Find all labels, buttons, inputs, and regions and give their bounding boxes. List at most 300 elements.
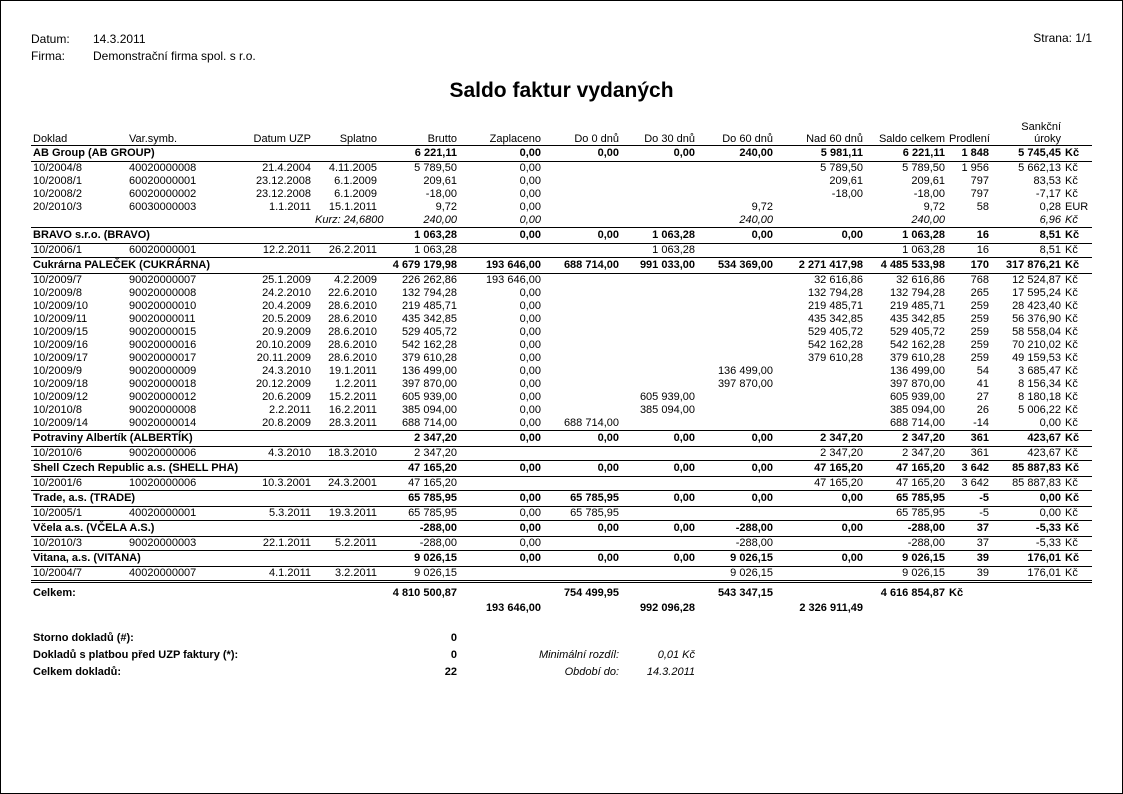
stat-label: Storno dokladů (#): bbox=[33, 632, 134, 644]
cell-uzp: 1.1.2011 bbox=[268, 201, 311, 213]
cell-uzp: 23.12.2008 bbox=[255, 175, 311, 187]
cell-nad60: 219 485,71 bbox=[807, 300, 863, 312]
group-uroky: 5 745,45 bbox=[991, 146, 1063, 162]
cell-prodleni: 37 bbox=[976, 537, 989, 549]
cell-var: 90020000010 bbox=[129, 300, 197, 312]
cell-brutto: 219 485,71 bbox=[401, 300, 457, 312]
cell-uzp: 20.5.2009 bbox=[262, 313, 311, 325]
cell-uroky: 49 159,53 bbox=[1012, 352, 1061, 364]
totals-mena bbox=[1063, 582, 1092, 602]
cell-zaplaceno: 0,00 bbox=[519, 417, 541, 429]
group-do30: 0,00 bbox=[621, 461, 697, 477]
cell-doklad: 10/2004/7 bbox=[33, 567, 82, 579]
cell-saldo: 2 347,20 bbox=[902, 447, 945, 459]
cell-var: 90020000016 bbox=[129, 339, 197, 351]
table-header-row bbox=[31, 121, 1092, 146]
cell-splatno: 3.2.2011 bbox=[334, 567, 377, 579]
cell-prodleni: 259 bbox=[970, 313, 989, 325]
cell-zaplaceno: 0,00 bbox=[519, 313, 541, 325]
cell-prodleni: 27 bbox=[976, 391, 989, 403]
cell-mena: Kč bbox=[1065, 214, 1078, 226]
group-do30: 0,00 bbox=[621, 431, 697, 447]
totals-uroky bbox=[991, 582, 1063, 602]
cell-do30: 385 094,00 bbox=[639, 404, 695, 416]
stat-filler bbox=[697, 664, 1092, 681]
cell-splatno: 28.6.2010 bbox=[328, 326, 377, 338]
group-prodleni: 170 bbox=[947, 258, 991, 274]
cell-saldo: -18,00 bbox=[913, 188, 945, 200]
stat-value: 0 bbox=[450, 649, 458, 661]
cell-mena: Kč bbox=[1065, 365, 1078, 377]
cell-uzp: 12.2.2011 bbox=[262, 244, 311, 256]
cell-mena: Kč bbox=[1065, 447, 1078, 459]
invoice-table bbox=[31, 121, 1092, 616]
cell-do30 bbox=[621, 537, 697, 551]
group-prodleni: 37 bbox=[947, 521, 991, 537]
cell-do60: -288,00 bbox=[735, 537, 773, 549]
stat-label: Celkem dokladů: bbox=[33, 666, 122, 678]
cell-uzp: 24.2.2010 bbox=[262, 287, 311, 299]
cell-brutto: 240,00 bbox=[423, 214, 457, 226]
invoice-row bbox=[31, 404, 1092, 417]
cell-doklad: 10/2009/11 bbox=[33, 313, 88, 325]
group-do0: 0,00 bbox=[543, 461, 621, 477]
col-header-do30: Do 30 dnů bbox=[621, 121, 697, 146]
cell-doklad: 10/2001/6 bbox=[33, 477, 82, 489]
cell-do0 bbox=[543, 201, 621, 214]
cell-var: 90020000003 bbox=[129, 537, 197, 549]
group-do60: -288,00 bbox=[697, 521, 775, 537]
invoice-row bbox=[31, 477, 1092, 491]
report-meta bbox=[31, 31, 1033, 65]
cell-splatno: 26.2.2011 bbox=[328, 244, 377, 256]
cell-zaplaceno: 0,00 bbox=[519, 188, 541, 200]
cell-uroky: 0,28 bbox=[1039, 201, 1061, 213]
group-do0: 0,00 bbox=[543, 228, 621, 244]
cell-uzp: 2.2.2011 bbox=[268, 404, 311, 416]
group-brutto: 6 221,11 bbox=[379, 146, 459, 162]
group-zaplaceno: 0,00 bbox=[459, 491, 543, 507]
cell-splatno: 16.2.2011 bbox=[328, 404, 377, 416]
cell-var: 10020000006 bbox=[129, 477, 197, 489]
group-mena: Kč bbox=[1063, 551, 1092, 567]
cell-uzp: 20.6.2009 bbox=[262, 391, 311, 403]
cell-do0 bbox=[543, 537, 621, 551]
cell-brutto: 542 162,28 bbox=[401, 339, 457, 351]
cell-splatno: 22.6.2010 bbox=[328, 287, 377, 299]
cell-prodleni: 3 642 bbox=[961, 477, 989, 489]
cell-zaplaceno: 0,00 bbox=[519, 162, 541, 174]
group-name: Trade, a.s. (TRADE) bbox=[31, 491, 379, 507]
cell-do30 bbox=[621, 313, 697, 326]
group-uroky: 317 876,21 bbox=[991, 258, 1063, 274]
cell-do60: 240,00 bbox=[739, 214, 773, 226]
cell-do60 bbox=[697, 391, 775, 404]
totals-zaplaceno bbox=[459, 582, 543, 602]
cell-do0 bbox=[543, 162, 621, 176]
cell-doklad: 10/2009/16 bbox=[33, 339, 89, 351]
totals-do60: 543 347,15 bbox=[697, 582, 775, 602]
cell-saldo: 65 785,95 bbox=[896, 507, 945, 519]
totals-label: Celkem: bbox=[31, 582, 379, 602]
totals2-do0 bbox=[543, 601, 621, 616]
cell-uzp: 20.12.2009 bbox=[255, 378, 311, 390]
date-label: Datum: bbox=[31, 32, 70, 46]
cell-uroky: 0,00 bbox=[1039, 417, 1061, 429]
invoice-row bbox=[31, 339, 1092, 352]
group-name: Včela a.s. (VČELA A.S.) bbox=[31, 521, 379, 537]
group-summary-row bbox=[31, 258, 1092, 274]
cell-saldo: 542 162,28 bbox=[889, 339, 945, 351]
cell-saldo: 132 794,28 bbox=[889, 287, 945, 299]
group-brutto: 47 165,20 bbox=[379, 461, 459, 477]
cell-nad60 bbox=[775, 244, 865, 258]
group-nad60: 0,00 bbox=[775, 521, 865, 537]
cell-doklad bbox=[31, 214, 127, 228]
cell-do30 bbox=[621, 162, 697, 176]
cell-prodleni: -5 bbox=[979, 507, 989, 519]
cell-splatno: 4.11.2005 bbox=[328, 162, 377, 174]
group-prodleni: 16 bbox=[947, 228, 991, 244]
invoice-row bbox=[31, 417, 1092, 431]
group-mena: Kč bbox=[1063, 491, 1092, 507]
cell-zaplaceno: 0,00 bbox=[519, 175, 541, 187]
group-zaplaceno: 0,00 bbox=[459, 461, 543, 477]
cell-saldo: 240,00 bbox=[911, 214, 945, 226]
cell-mena: Kč bbox=[1065, 339, 1078, 351]
cell-do30 bbox=[621, 201, 697, 214]
cell-mena: Kč bbox=[1065, 477, 1078, 489]
cell-saldo: 385 094,00 bbox=[889, 404, 945, 416]
cell-uzp: 22.1.2011 bbox=[262, 537, 311, 549]
cell-brutto: 379 610,28 bbox=[401, 352, 457, 364]
group-prodleni: -5 bbox=[947, 491, 991, 507]
group-summary-row bbox=[31, 146, 1092, 162]
cell-do30: 1 063,28 bbox=[652, 244, 695, 256]
group-name: Vitana, a.s. (VITANA) bbox=[31, 551, 379, 567]
cell-var: 90020000018 bbox=[129, 378, 197, 390]
group-mena: Kč bbox=[1063, 228, 1092, 244]
cell-prodleni: 259 bbox=[970, 352, 989, 364]
cell-splatno: 28.6.2010 bbox=[328, 339, 377, 351]
cell-do30 bbox=[621, 365, 697, 378]
invoice-row bbox=[31, 162, 1092, 176]
invoice-row bbox=[31, 214, 1092, 228]
cell-mena: Kč bbox=[1065, 175, 1078, 187]
group-do0: 688 714,00 bbox=[543, 258, 621, 274]
group-do30: 0,00 bbox=[621, 551, 697, 567]
group-saldo: 1 063,28 bbox=[865, 228, 947, 244]
cell-var: 90020000012 bbox=[129, 391, 197, 403]
totals2-uroky bbox=[991, 601, 1063, 616]
cell-saldo: 47 165,20 bbox=[896, 477, 945, 489]
cell-zaplaceno: 0,00 bbox=[519, 339, 541, 351]
group-mena: Kč bbox=[1063, 431, 1092, 447]
cell-nad60: 542 162,28 bbox=[807, 339, 863, 351]
cell-uzp: 20.4.2009 bbox=[262, 300, 311, 312]
cell-do60 bbox=[697, 287, 775, 300]
cell-prodleni bbox=[947, 214, 991, 228]
cell-do0 bbox=[543, 352, 621, 365]
cell-var: 90020000015 bbox=[129, 326, 197, 338]
cell-doklad: 10/2009/12 bbox=[33, 391, 89, 403]
cell-doklad: 10/2009/7 bbox=[33, 274, 82, 286]
cell-do0 bbox=[543, 404, 621, 417]
cell-splatno: 28.3.2011 bbox=[328, 417, 377, 429]
cell-saldo: 136 499,00 bbox=[889, 365, 945, 377]
cell-doklad: 10/2010/8 bbox=[33, 404, 82, 416]
col-header-doklad: Doklad bbox=[31, 121, 127, 146]
cell-nad60 bbox=[775, 537, 865, 551]
cell-prodleni: 54 bbox=[976, 365, 989, 377]
totals-row-2 bbox=[31, 601, 1092, 616]
group-nad60: 0,00 bbox=[775, 228, 865, 244]
cell-zaplaceno: 0,00 bbox=[519, 352, 541, 364]
cell-uroky: 28 423,40 bbox=[1012, 300, 1061, 312]
group-summary-row bbox=[31, 491, 1092, 507]
cell-mena: Kč bbox=[1065, 391, 1078, 403]
cell-var: 90020000006 bbox=[129, 447, 197, 459]
group-summary-row bbox=[31, 521, 1092, 537]
col-header-mena bbox=[1063, 121, 1092, 146]
cell-mena: Kč bbox=[1065, 537, 1078, 549]
cell-nad60: -18,00 bbox=[831, 188, 863, 200]
cell-uzp: 20.10.2009 bbox=[255, 339, 311, 351]
col-header-zaplaceno: Zaplaceno bbox=[459, 121, 543, 146]
cell-do0 bbox=[543, 188, 621, 201]
invoice-row bbox=[31, 201, 1092, 214]
cell-doklad: 10/2009/9 bbox=[33, 365, 82, 377]
totals-currency: Kč bbox=[947, 582, 991, 602]
group-name: BRAVO s.r.o. (BRAVO) bbox=[31, 228, 379, 244]
group-prodleni: 39 bbox=[947, 551, 991, 567]
cell-nad60: 5 789,50 bbox=[820, 162, 863, 174]
cell-nad60 bbox=[775, 378, 865, 391]
cell-saldo: 209,61 bbox=[911, 175, 945, 187]
stat-note-value: 0,01 Kč bbox=[657, 649, 696, 661]
invoice-row bbox=[31, 447, 1092, 461]
cell-do60 bbox=[697, 507, 775, 521]
group-saldo: 9 026,15 bbox=[865, 551, 947, 567]
cell-uzp: 20.11.2009 bbox=[256, 352, 311, 364]
cell-brutto: 5 789,50 bbox=[414, 162, 457, 174]
cell-uzp: 23.12.2008 bbox=[255, 188, 311, 200]
group-nad60: 2 271 417,98 bbox=[775, 258, 865, 274]
cell-zaplaceno: 0,00 bbox=[519, 287, 541, 299]
cell-splatno: Kurz: 24,6800 bbox=[315, 214, 384, 226]
invoice-row bbox=[31, 326, 1092, 339]
company-label: Firma: bbox=[31, 49, 65, 63]
cell-do0 bbox=[543, 477, 621, 491]
cell-saldo: 219 485,71 bbox=[889, 300, 945, 312]
group-name: AB Group (AB GROUP) bbox=[31, 146, 379, 162]
col-header-splatno: Splatno bbox=[313, 121, 379, 146]
cell-doklad: 10/2006/1 bbox=[33, 244, 82, 256]
cell-saldo: 435 342,85 bbox=[889, 313, 945, 325]
cell-doklad: 10/2009/18 bbox=[33, 378, 89, 390]
group-do0: 0,00 bbox=[543, 551, 621, 567]
group-zaplaceno: 0,00 bbox=[459, 431, 543, 447]
cell-do0 bbox=[543, 175, 621, 188]
col-header-var: Var.symb. bbox=[127, 121, 239, 146]
col-header-do0: Do 0 dnů bbox=[543, 121, 621, 146]
group-nad60: 2 347,20 bbox=[775, 431, 865, 447]
company-row bbox=[31, 48, 1033, 65]
invoice-row bbox=[31, 175, 1092, 188]
cell-do60 bbox=[697, 188, 775, 201]
cell-do0 bbox=[543, 274, 621, 288]
cell-uroky: 83,53 bbox=[1033, 175, 1061, 187]
cell-var: 90020000009 bbox=[129, 365, 197, 377]
stat-row bbox=[31, 630, 1092, 647]
col-header-nad60: Nad 60 dnů bbox=[775, 121, 865, 146]
cell-zaplaceno bbox=[459, 567, 543, 582]
cell-nad60: 435 342,85 bbox=[807, 313, 863, 325]
group-nad60: 0,00 bbox=[775, 491, 865, 507]
cell-uroky: 176,01 bbox=[1027, 567, 1061, 579]
cell-do60 bbox=[697, 300, 775, 313]
cell-do30 bbox=[621, 378, 697, 391]
group-name: Shell Czech Republic a.s. (SHELL PHA) bbox=[31, 461, 379, 477]
invoice-row bbox=[31, 567, 1092, 582]
group-do60: 0,00 bbox=[697, 491, 775, 507]
group-do60: 0,00 bbox=[697, 228, 775, 244]
group-uroky: 0,00 bbox=[991, 491, 1063, 507]
summary-stats-table bbox=[31, 630, 1092, 681]
cell-brutto: 435 342,85 bbox=[401, 313, 457, 325]
cell-doklad: 10/2009/14 bbox=[33, 417, 89, 429]
cell-prodleni: 259 bbox=[970, 326, 989, 338]
invoice-row bbox=[31, 244, 1092, 258]
cell-do60: 9,72 bbox=[751, 201, 773, 213]
cell-saldo: 5 789,50 bbox=[902, 162, 945, 174]
cell-prodleni: 259 bbox=[970, 300, 989, 312]
group-uroky: 85 887,83 bbox=[991, 461, 1063, 477]
cell-uzp: 10.3.2001 bbox=[262, 477, 311, 489]
stat-note-label: Období do: bbox=[564, 666, 620, 678]
cell-do0: 65 785,95 bbox=[570, 507, 619, 519]
col-header-saldo: Saldo celkem bbox=[865, 121, 947, 146]
cell-uroky: 5 662,13 bbox=[1018, 162, 1061, 174]
col-header-uzp: Datum UZP bbox=[239, 121, 313, 146]
cell-mena: Kč bbox=[1065, 378, 1078, 390]
cell-do0 bbox=[543, 214, 621, 228]
cell-nad60: 32 616,86 bbox=[814, 274, 863, 286]
cell-mena: EUR bbox=[1065, 201, 1089, 213]
cell-doklad: 10/2008/2 bbox=[33, 188, 82, 200]
cell-uzp: 5.3.2011 bbox=[268, 507, 311, 519]
cell-brutto: 65 785,95 bbox=[408, 507, 457, 519]
cell-uroky: 8 156,34 bbox=[1018, 378, 1061, 390]
group-do60: 240,00 bbox=[697, 146, 775, 162]
group-zaplaceno: 0,00 bbox=[459, 551, 543, 567]
cell-uroky: -5,33 bbox=[1035, 537, 1061, 549]
cell-prodleni: 768 bbox=[970, 274, 989, 286]
group-mena: Kč bbox=[1063, 258, 1092, 274]
cell-zaplaceno: 193 646,00 bbox=[485, 274, 541, 286]
group-do0: 0,00 bbox=[543, 146, 621, 162]
group-prodleni: 361 bbox=[947, 431, 991, 447]
cell-mena: Kč bbox=[1065, 300, 1078, 312]
cell-doklad: 10/2009/8 bbox=[33, 287, 82, 299]
invoice-row bbox=[31, 313, 1092, 326]
cell-zaplaceno: 0,00 bbox=[519, 404, 541, 416]
table-header bbox=[31, 121, 1092, 146]
cell-zaplaceno bbox=[459, 447, 543, 461]
cell-mena: Kč bbox=[1065, 244, 1078, 256]
cell-saldo: 9,72 bbox=[923, 201, 945, 213]
group-prodleni: 1 848 bbox=[947, 146, 991, 162]
group-nad60: 5 981,11 bbox=[775, 146, 865, 162]
group-nad60: 47 165,20 bbox=[775, 461, 865, 477]
cell-nad60: 529 405,72 bbox=[807, 326, 863, 338]
cell-saldo: 32 616,86 bbox=[896, 274, 945, 286]
cell-nad60: 379 610,28 bbox=[807, 352, 863, 364]
cell-do60: 136 499,00 bbox=[717, 365, 773, 377]
cell-uroky: 58 558,04 bbox=[1012, 326, 1061, 338]
cell-splatno: 6.1.2009 bbox=[334, 188, 377, 200]
cell-saldo: -288,00 bbox=[907, 537, 945, 549]
cell-do30 bbox=[621, 326, 697, 339]
invoice-row bbox=[31, 391, 1092, 404]
cell-saldo: 379 610,28 bbox=[889, 352, 945, 364]
group-do30: 991 033,00 bbox=[621, 258, 697, 274]
cell-brutto: 688 714,00 bbox=[401, 417, 457, 429]
company-value: Demonstrační firma spol. s r.o. bbox=[93, 49, 256, 63]
group-do60: 0,00 bbox=[697, 461, 775, 477]
cell-prodleni: 58 bbox=[976, 201, 989, 213]
cell-splatno: 28.6.2010 bbox=[328, 313, 377, 325]
cell-do60 bbox=[697, 313, 775, 326]
group-saldo: 4 485 533,98 bbox=[865, 258, 947, 274]
stat-row bbox=[31, 664, 1092, 681]
totals2-saldo bbox=[865, 601, 947, 616]
cell-zaplaceno bbox=[459, 244, 543, 258]
cell-var: 90020000008 bbox=[129, 287, 197, 299]
cell-saldo: 605 939,00 bbox=[889, 391, 945, 403]
group-do30: 0,00 bbox=[621, 491, 697, 507]
group-do0: 0,00 bbox=[543, 521, 621, 537]
cell-nad60: 209,61 bbox=[829, 175, 863, 187]
cell-nad60: 47 165,20 bbox=[814, 477, 863, 489]
totals2-label bbox=[31, 601, 379, 616]
invoice-row bbox=[31, 378, 1092, 391]
cell-nad60 bbox=[775, 507, 865, 521]
cell-saldo: 9 026,15 bbox=[902, 567, 945, 579]
cell-brutto: -18,00 bbox=[425, 188, 457, 200]
cell-splatno: 6.1.2009 bbox=[334, 175, 377, 187]
cell-splatno: 5.2.2011 bbox=[334, 537, 377, 549]
cell-do60 bbox=[697, 274, 775, 288]
cell-nad60 bbox=[775, 201, 865, 214]
group-do0: 65 785,95 bbox=[543, 491, 621, 507]
cell-doklad: 10/2004/8 bbox=[33, 162, 82, 174]
group-name: Potraviny Albertík (ALBERTÍK) bbox=[31, 431, 379, 447]
cell-zaplaceno: 0,00 bbox=[519, 365, 541, 377]
group-do30: 1 063,28 bbox=[621, 228, 697, 244]
cell-nad60: 2 347,20 bbox=[820, 447, 863, 459]
totals2-mena bbox=[1063, 601, 1092, 616]
cell-mena: Kč bbox=[1065, 507, 1078, 519]
report-title: Saldo faktur vydaných bbox=[449, 79, 674, 102]
cell-doklad: 10/2010/3 bbox=[33, 537, 82, 549]
cell-mena: Kč bbox=[1065, 417, 1078, 429]
cell-do0 bbox=[543, 326, 621, 339]
cell-splatno: 15.1.2011 bbox=[328, 201, 377, 213]
stat-label: Dokladů s platbou před UZP faktury (*): bbox=[33, 649, 239, 661]
group-saldo: 6 221,11 bbox=[865, 146, 947, 162]
cell-brutto: -288,00 bbox=[419, 537, 457, 549]
